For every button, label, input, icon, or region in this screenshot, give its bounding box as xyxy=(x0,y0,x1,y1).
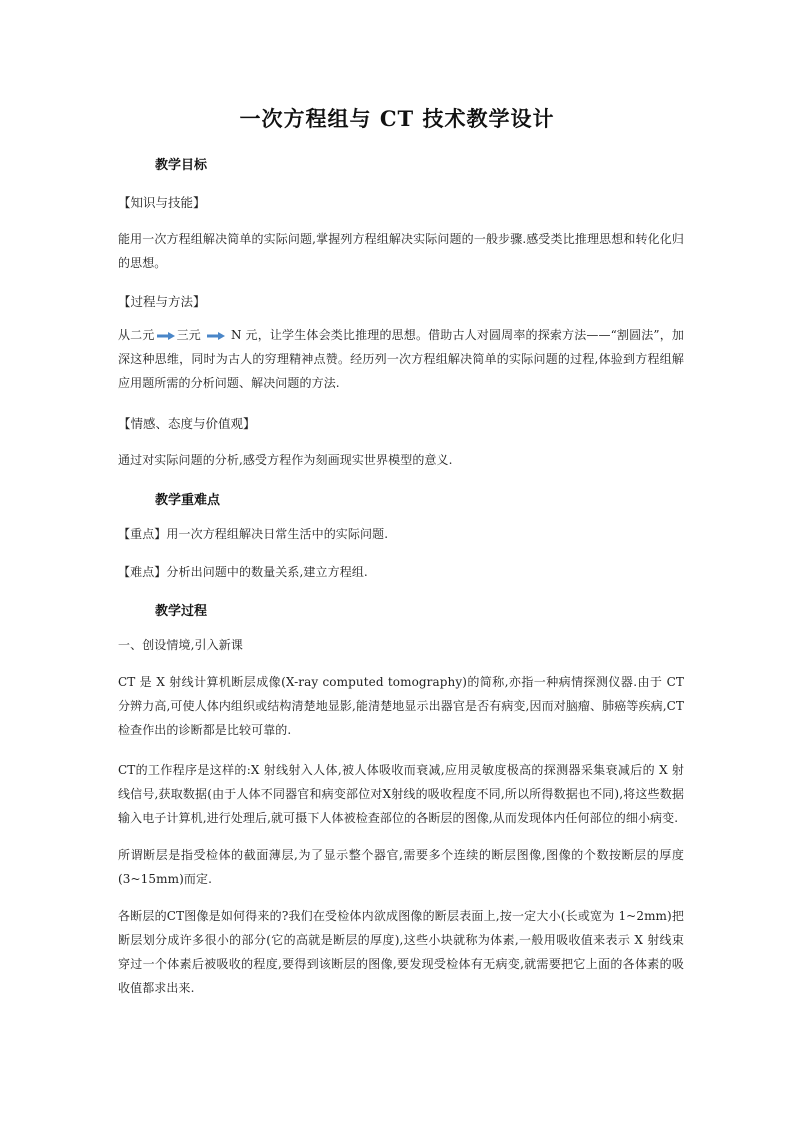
emotion-attitude-text: 通过对实际问题的分析,感受方程作为刻画现实世界模型的意义. xyxy=(118,453,453,467)
arrow-right-icon xyxy=(207,332,225,340)
section-heading-keypoints: 教学重难点 xyxy=(155,493,221,508)
difficulty-point-text: 【难点】分析出问题中的数量关系,建立方程组. xyxy=(118,565,368,579)
ct-image-paragraph: 各断层的CT图像是如何得来的?我们在受检体内欲成图像的断层表面上,按一定大小(长或宽为 1~2mm)把断层划分成许多很小的部分(它的高就是断层的厚度),这些小块就称为体素,一般用吸收值来表示 X 射线束穿过一个体素后被吸收的程度,要得到该断层的图像,要发现受检体有无病变,就需要把它上面的各体素的吸收值都求出来. xyxy=(118,909,684,995)
process-text-part1: 从二元 xyxy=(118,328,155,342)
knowledge-skills-text: 能用一次方程组解决简单的实际问题,掌握列方程组解决实际问题的一般步骤.感受类比推理思想和转化化归的思想。 xyxy=(118,232,684,270)
arrow-right-icon xyxy=(157,332,175,340)
process-methods-tag: 【过程与方法】 xyxy=(118,294,206,309)
ct-intro-paragraph: CT 是 X 射线计算机断层成像(X-ray computed tomography)的简称,亦指一种病情探测仪器.由于 CT 分辨力高,可使人体内组织或结构清楚地显影,能清楚地显示出器官是否有病变,因而对脑瘤、肺癌等疾病,CT 检查作出的诊断都是比较可靠的. xyxy=(118,675,684,737)
process-methods-text xyxy=(118,323,684,395)
document-title: 一次方程组与 CT 技术教学设计 xyxy=(239,106,555,131)
emotion-attitude-tag: 【情感、态度与价值观】 xyxy=(118,416,256,431)
key-point-text: 【重点】用一次方程组解决日常生活中的实际问题. xyxy=(118,527,389,541)
ct-workflow-paragraph: CT的工作程序是这样的:X 射线射入人体,被人体吸收而衰减,应用灵敏度极高的探测器采集衰减后的 X 射线信号,获取数据(由于人体不同器官和病变部位对X射线的吸收程度不同,所以所得数据也不同),将这些数据输入电子计算机,进行处理后,就可摄下人体被检查部位的各断层的图像,从而发现体内任何部位的细小病变. xyxy=(118,763,684,825)
process-text-part2: 三元 xyxy=(176,328,201,342)
knowledge-skills-tag: 【知识与技能】 xyxy=(118,195,206,210)
process-text-part3: N 元，让学生体会类比推理的思想。借助古人对圆周率的探索方法——“割圆法”，加深这种思维，同时为古人的穷理精神点赞。经历列一次方程组解决简单的实际问题的过程,体验到方程组解应用题所需的分析问题、解决问题的方法. xyxy=(118,328,684,390)
step-one-title: 一、创设情境,引入新课 xyxy=(118,638,243,652)
ct-slice-paragraph: 所谓断层是指受检体的截面薄层,为了显示整个器官,需要多个连续的断层图像,图像的个数按断层的厚度(3~15mm)而定. xyxy=(118,848,684,886)
section-heading-process: 教学过程 xyxy=(155,604,208,619)
section-heading-goals: 教学目标 xyxy=(155,158,208,173)
